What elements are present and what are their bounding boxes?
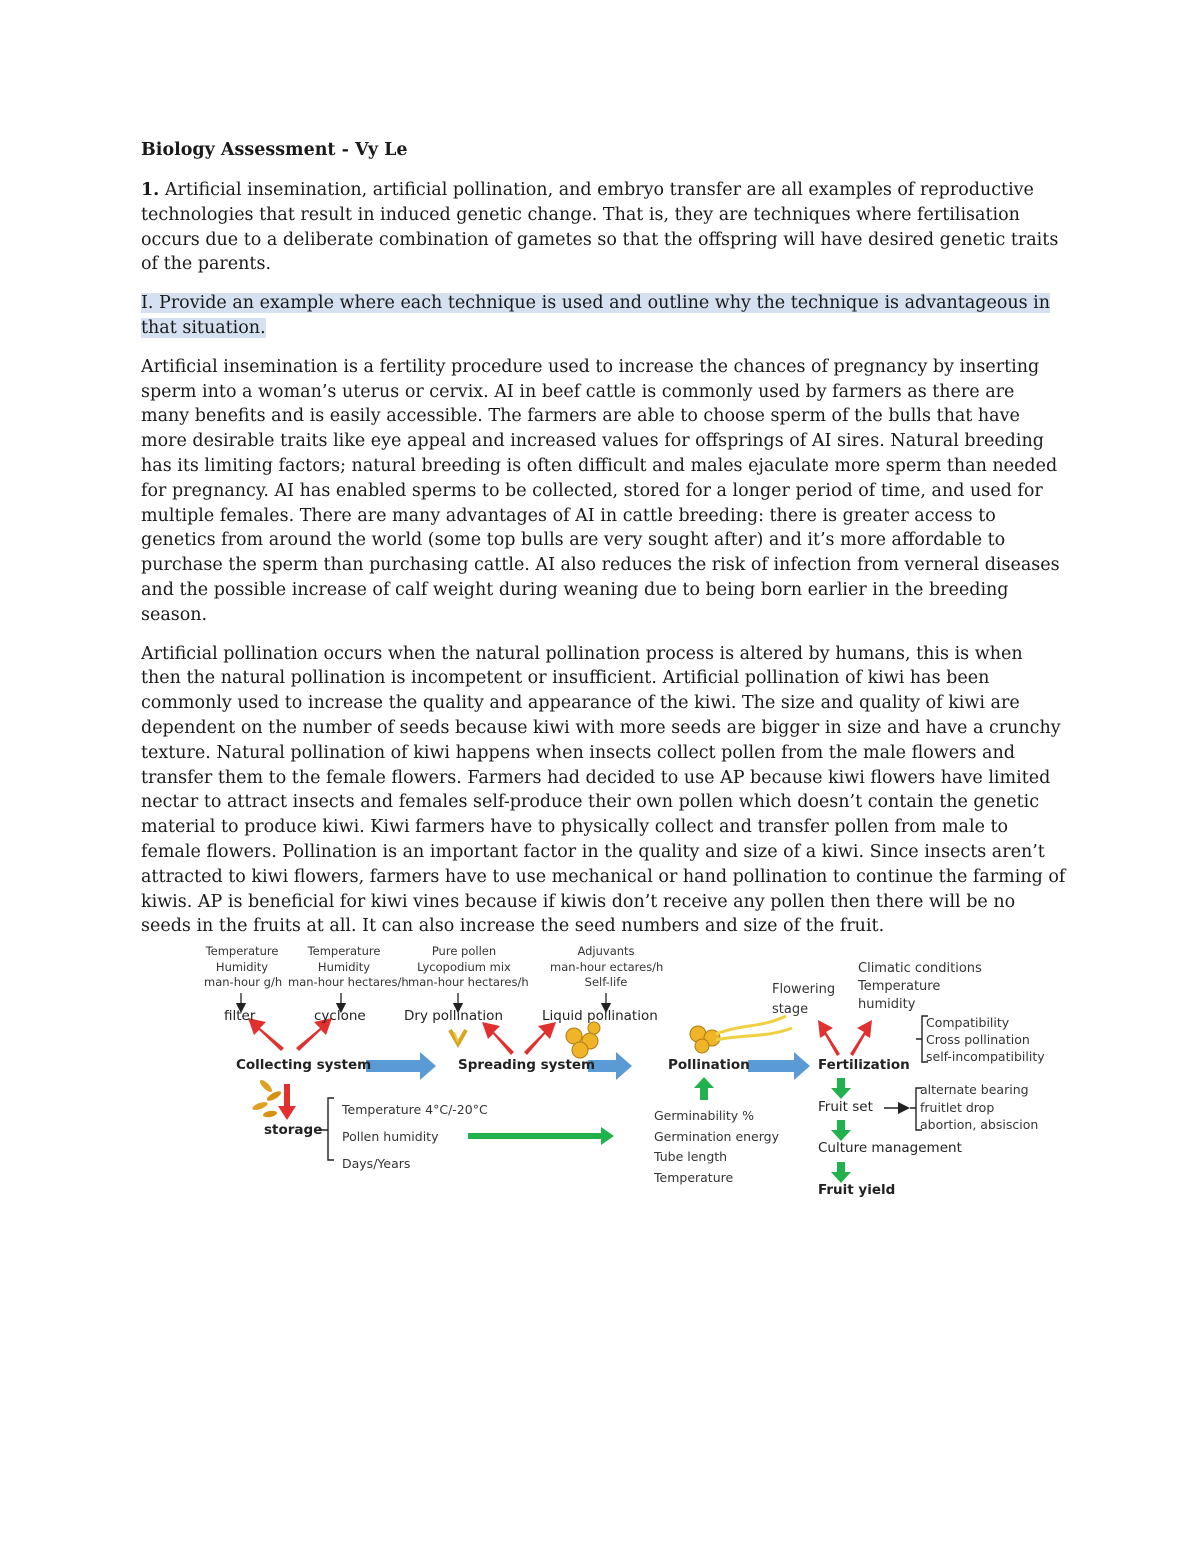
filter-params — [204, 944, 283, 991]
storage-label: storage — [264, 1122, 323, 1138]
germination-params — [654, 1106, 779, 1188]
climatic-line: humidity — [858, 997, 916, 1012]
compatibility-list — [926, 1014, 1045, 1065]
flowering-line: Flowering — [772, 982, 836, 997]
pollen-grain — [572, 1042, 588, 1058]
liquid-params — [550, 944, 662, 991]
fertilization-label: Fertilization — [818, 1057, 910, 1073]
pollen-grain — [695, 1039, 709, 1053]
dry-pollination-label: Dry pollination — [404, 1008, 503, 1024]
spreading-system-label: Spreading system — [458, 1057, 596, 1073]
fruit-set-line: alternate bearing — [920, 1082, 1029, 1097]
sub-question[interactable] — [141, 291, 1066, 341]
pollination-label: Pollination — [668, 1057, 750, 1073]
red-arrow-dry — [482, 1022, 514, 1055]
storage-line: Temperature 4°C/-20°C — [342, 1102, 488, 1117]
culture-management-label: Culture management — [818, 1140, 962, 1156]
paragraph-artificial-insemination: Artificial insemination is a fertility procedure used to increase the chances of pregnancy by inserting sperm into a woman’s uterus or cervix. AI in beef cattle is commonly used by farmers as there are many benefits and is easily accessible. The farmers are able to choose sperm of the bulls that have more desirable traits like eye appeal and increased values for offsprings of AI sires. Natural breeding has its limiting factors; natural breeding is often difficult and males ejaculate more sperm than needed for pregnancy. AI has enabled sperms to be collected, stored for a longer period of time, and used for multiple females. There are many advantages of AI in cattle breeding: there is greater access to genetics from around the world (some top bulls are very sought after) and it’s more affordable to purchase the sperm than purchasing cattle. AI also reduces the risk of infection from verneral diseases and the possible increase of calf weight during weaning due to being born earlier in the breeding season. — [141, 356, 1060, 625]
fruit-set-params — [920, 1081, 1038, 1134]
fruit-set-line: abortion, absiscion — [920, 1117, 1039, 1132]
red-arrow-liquid — [524, 1022, 556, 1055]
pollination-process-diagram — [196, 938, 1076, 1208]
param-label: Humidity — [215, 959, 269, 974]
filter-label: filter — [224, 1008, 256, 1024]
param-label: Temperature — [307, 944, 381, 958]
green-arrow-fruit-set — [831, 1078, 851, 1099]
germ-line: Tube length — [654, 1149, 728, 1164]
storage-line: Pollen humidity — [342, 1129, 439, 1144]
document-title: Biology Assessment - Vy Le — [141, 140, 408, 160]
param-label: Humidity — [317, 959, 371, 974]
green-arrow-up — [694, 1077, 714, 1100]
param-label: Pure pollen — [431, 944, 497, 958]
anther-icons — [251, 1078, 282, 1118]
cyclone-label: cyclone — [314, 1008, 366, 1024]
blue-arrow-1 — [366, 1052, 436, 1080]
compat-line: self-incompatibility — [926, 1049, 1045, 1064]
blue-arrow-3 — [748, 1052, 810, 1080]
flowering-line: stage — [772, 1002, 809, 1017]
green-arrow-yield — [831, 1162, 851, 1183]
storage-line: Days/Years — [342, 1156, 411, 1171]
germ-line: Temperature — [654, 1169, 734, 1185]
document-page — [141, 138, 1066, 953]
param-label: man-hour hectares/h — [408, 975, 529, 989]
cyclone-params — [288, 944, 409, 991]
highlighted-sub-question[interactable]: I. Provide an example where each technique is used and outline why the technique is advantageous in that situation. — [141, 293, 1051, 338]
green-arrow-long — [468, 1127, 614, 1145]
climatic-line: Climatic conditions — [858, 961, 982, 976]
param-label: man-hour ectares/h — [550, 959, 664, 974]
fruit-set-label: Fruit set — [818, 1099, 873, 1115]
germ-line: Germinability % — [654, 1108, 755, 1123]
param-label: Self-life — [584, 975, 628, 989]
param-label: Temperature — [205, 944, 279, 958]
storage-params — [342, 1096, 488, 1177]
dry-params — [408, 944, 529, 991]
fruit-yield-label: Fruit yield — [818, 1182, 896, 1198]
paragraph-artificial-pollination: Artificial pollination occurs when the natural pollination process is altered by humans, this is when then the natural pollination is incompetent or insufficient. Artificial pollination of kiwi has been commonly used to increase the quality and appearance of the kiwi. The size and quality of kiwi are dependent on the number of seeds because kiwi with more seeds are bigger in size and have a crunchy texture. Natural pollination of kiwi happens when insects collect pollen from the male flowers and transfer them to the female flowers. Farmers had decided to use AP because kiwi flowers have limited nectar to attract insects and females self-produce their own pollen which doesn’t contain the genetic material to produce kiwi. Kiwi farmers have to physically collect and transfer pollen from male to female flowers. Pollination is an important factor in the quality and size of a kiwi. Since insects aren’t attracted to kiwi flowers, farmers have to use mechanical or hand pollination to continue the farming of kiwis. AP is beneficial for kiwi vines because if kiwis don’t receive any pollen then there will be no seeds in the fruits at all. It can also increase the seed numbers and size of the fruit. — [141, 643, 1066, 937]
question-number: 1. — [141, 180, 160, 200]
flowering-stage-label — [772, 980, 835, 1020]
compat-line: Cross pollination — [926, 1032, 1030, 1047]
climatic-conditions — [858, 960, 982, 1014]
green-arrow-culture — [831, 1120, 851, 1141]
red-arrow-climate — [818, 1020, 840, 1056]
red-arrow-storage — [278, 1084, 296, 1120]
param-label: Lycopodium mix — [417, 959, 511, 974]
question-1 — [141, 178, 1066, 277]
param-label: man-hour hectares/h — [288, 975, 409, 989]
fruit-set-line: fruitlet drop — [920, 1099, 995, 1115]
dry-pollen-icon — [450, 1030, 466, 1044]
compat-line: Compatibility — [926, 1015, 1010, 1030]
question-intro: Artificial insemination, artificial pollination, and embryo transfer are all examples of reproductive technologies that result in induced genetic change. That is, they are techniques where fertilisation occurs due to a deliberate combination of gametes so that the offspring will have desired genetic traits of the parents. — [141, 180, 1059, 275]
param-label: Adjuvants — [577, 944, 635, 958]
liquid-pollination-label: Liquid pollination — [542, 1008, 658, 1024]
red-arrow-compat — [850, 1020, 872, 1056]
collecting-system-label: Collecting system — [236, 1057, 372, 1073]
germ-line: Germination energy — [654, 1128, 779, 1144]
climatic-line: Temperature — [858, 979, 941, 994]
param-label: man-hour g/h — [204, 975, 283, 989]
